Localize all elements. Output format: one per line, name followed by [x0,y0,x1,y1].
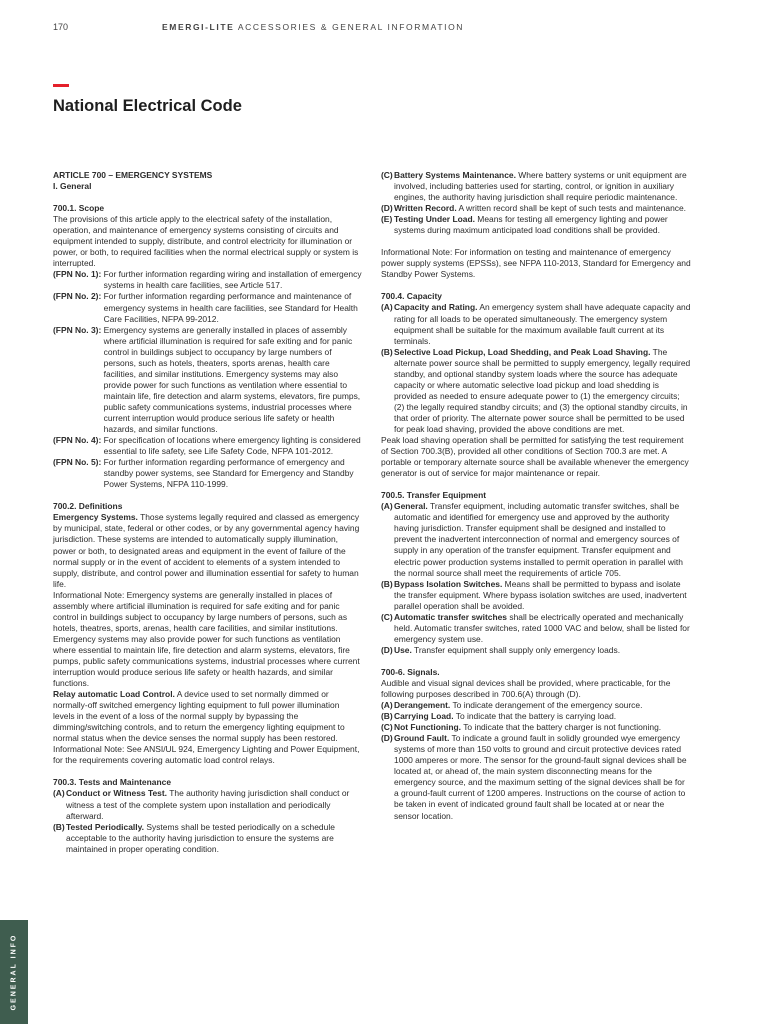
fpn-text: Emergency systems are generally installed in places of assembly where artificial illumination is required for safe exiting and for panic control in buildings subject to occupancy by large numbers of persons, such as hotels, theaters, sports arenas, health care facilities, and similar institutions. Emergency systems may also provide power for such functions as ventilation where essential to maintain life, fire detection and alarm systems, elevators, fire pumps, public safety communications systems, industrial processes where current interruption would produce serious life safety or health hazards, and similar functions. [103,324,361,435]
item-text: An emergency system shall have adequate capacity and rating for all loads to be operated simultaneously. The emergency system equipment shall be suitable for the maximum available fault current at its terminals. [394,302,691,346]
fpn-4 [53,435,363,457]
fpn-label: (FPN No. 2): [53,291,104,302]
list-item [381,501,691,578]
fpn-text: For specification of locations where emergency lighting is considered essential to life safety, see Life Safety Code, NFPA 101-2012. [103,435,361,457]
item-term: General. [394,501,428,512]
fpn-text: For further information regarding performance of emergency and standby power systems, see Standard for Emergency and Standby Power Systems, NFPA 110-1999. [103,457,354,490]
item-label: (A) [381,302,393,313]
section-text-700-1: The provisions of this article apply to the electrical safety of the installation, operation, and maintenance of emergency systems consisting of circuits and equipment intended to supply, distribute, and control electricity for illumination or power, or both, to required facilities when the normal electrical supply or system is interrupted. [53,214,359,269]
fpn-1 [53,269,363,291]
item-label: (C) [381,170,393,180]
informational-note: Informational Note: Emergency systems are generally installed in places of assembly where artificial illumination is required for safe exiting and for panic control in buildings subject to occupancy by large numbers of persons, such as hotels, theatres, sports, arenas, health care facilities, and similar institutions. Emergency systems may also provide power for such functions as ventilation where essential to maintain life, fire detection and alarm systems, elevators, fire pumps, public safety communications systems, industrial processes where current interruption would produce serious life safety or health hazards, and similar functions. [53,589,360,689]
item-term: Testing Under Load. [394,214,475,225]
item-text: To indicate a ground fault in solidly grounded wye emergency systems of more than 150 volts to ground and circuit protective devices rated 1000 amperes or more. The sensor for the ground-fault signal devices shall be located at, or ahead of, the main system disconnecting means for the emergency source, and the maximum setting of the signal devices shall be for a ground-fault current of 1200 amperes. Instructions on the course of action to be taken in event of indicated ground fault shall be located at or near the sensor location. [394,733,687,821]
section-heading-700-6: 700-6. Signals. [381,666,440,677]
brand-name: EMERGI-LITE [162,22,235,32]
item-term: Capacity and Rating. [394,302,478,313]
item-label: (B) [53,821,65,832]
fpn-label: (FPN No. 4): [53,435,104,446]
definition-relay-load-control [53,689,363,744]
item-text: Means for testing all emergency lighting and power systems during maximum anticipated load conditions shall be provided. [394,214,668,236]
fpn-text: For further information regarding wiring and installation of emergency systems in health care facilities, see Article 517. [103,269,362,291]
fpn-2 [53,291,363,324]
section-heading-700-4: 700.4. Capacity [381,291,442,302]
item-text: Systems shall be tested periodically on a schedule acceptable to the authority having jurisdiction to ensure the systems are maintained in proper operating condition. [66,821,335,854]
fpn-label: (FPN No. 3): [53,324,104,335]
item-text: To indicate that the battery is carrying load. [453,711,617,722]
section-heading-700-3: 700.3. Tests and Maintenance [53,777,172,788]
item-label: (C) [381,611,393,622]
fpn-label: (FPN No. 5): [53,457,104,468]
item-label: (D) [381,733,393,744]
item-label: (E) [381,214,393,225]
list-item [381,170,691,203]
definition-term: Relay automatic Load Control. [53,689,175,700]
section-text-700-6: Audible and visual signal devices shall be provided, where practicable, for the following purposes described in 700.6(A) through (D). [381,677,671,700]
item-label: (A) [381,700,393,711]
item-label: (B) [381,578,393,589]
side-tab [0,920,28,1024]
list-item [381,711,691,722]
informational-note: Informational Note: For information on testing and maintenance of emergency power supply systems (EPSSs), see NFPA 110-2013, Standard for Emergency and Standby Power Systems. [381,247,691,280]
section-heading-700-5: 700.5. Transfer Equipment [381,490,487,501]
item-label: (D) [381,644,393,655]
list-item [381,302,691,346]
list-item [381,203,691,214]
item-text: To indicate derangement of the emergency source. [450,700,643,711]
article-heading: ARTICLE 700 – EMERGENCY SYSTEMS [53,170,213,180]
list-item [381,612,691,645]
list-item [381,700,691,711]
header-title [162,22,464,32]
item-text: The authority having jurisdiction shall conduct or witness a test of the complete system upon installation and periodically afterward. [66,788,350,821]
item-term: Tested Periodically. [66,821,144,832]
item-text: Transfer equipment, including automatic transfer switches, shall be automatic and identified for emergency use and approved by the authority having jurisdiction. Transfer equipment shall be designed and installed to prevent the inadvertent interconnection of normal and emergency sources of supply in any operation of the transfer equipment. Transfer equipment and electric power production systems installed to permit operation in parallel with the normal source shall meet the requirements of article 705. [394,501,683,578]
left-column [53,170,363,855]
list-item [381,722,691,733]
list-item [381,733,691,821]
definition-term: Emergency Systems. [53,512,138,523]
definition-text: Those systems legally required and classed as emergency by municipal, state, federal or other codes, or by any governmental agency having jurisdiction. These systems are intended to automatically supply illumination, power or both, to designated areas and equipment in the event of failure of the normal supply or in the event of accident to elements of a system intended to supply, distribute, and control power and illumination essential for safety to human life. [53,512,360,589]
definition-text: A device used to set normally dimmed or normally-off switched emergency lighting equipment to full power illumination levels in the event of a loss of the normal supply by bypassing the dimming/switching controls, and to return the emergency lighting equipment to normal status when the device senses the normal supply has been restored. [53,689,345,744]
fpn-5 [53,457,363,490]
list-item [53,788,363,821]
list-item [381,214,691,236]
item-label: (B) [381,711,393,722]
list-item [381,579,691,612]
section-text-700-4: Peak load shaving operation shall be permitted for satisfying the test requirement of Section 700.3(B), provided all other conditions of Section 700.3 are met. A portable or temporary alternate source shall be available whenever the emergency generator is out of service for major maintenance or repair. [381,435,689,479]
header-section: ACCESSORIES & GENERAL INFORMATION [237,22,465,32]
side-tab-label: GENERAL INFO [10,933,18,1011]
item-term: Derangement. [394,700,451,711]
item-label: (A) [53,788,65,799]
item-term: Battery Systems Maintenance. [394,170,516,180]
item-text: Transfer equipment shall supply only emergency loads. [411,644,621,655]
item-term: Not Functioning. [394,722,462,733]
item-term: Bypass Isolation Switches. [394,578,503,589]
page-number: 170 [53,22,69,32]
fpn-label: (FPN No. 1): [53,269,104,280]
fpn-text: For further information regarding performance and maintenance of emergency systems in health care facilities, see Standard for Health Care Facilities, NFPA 99-2012. [103,291,358,324]
item-label: (C) [381,722,393,733]
item-text: Means shall be permitted to bypass and isolate the transfer equipment. Where bypass isolation switches are used, inadvertent parallel operation shall be avoided. [394,578,687,611]
item-label: (B) [381,346,393,357]
informational-note: Informational Note: See ANSI/UL 924, Emergency Lighting and Power Equipment, for the requirements covering automatic load control relays. [53,744,360,766]
item-text: To indicate that the battery charger is not functioning. [461,722,662,733]
item-label: (D) [381,203,393,214]
item-term: Carrying Load. [394,711,454,722]
item-text: shall be electrically operated and mechanically held. Automatic transfer switches, rated 1000 VAC and below, shall be listed for emergency system use. [394,611,690,644]
list-item [53,822,363,855]
section-heading-700-2: 700.2. Definitions [53,501,123,512]
page-title: National Electrical Code [53,97,242,115]
item-term: Ground Fault. [394,733,450,744]
list-item [381,645,691,656]
item-label: (A) [381,501,393,512]
item-text: A written record shall be kept of such tests and maintenance. [456,203,687,214]
definition-emergency-systems [53,512,363,589]
item-text: The alternate power source shall be permitted to supply emergency, legally required standby, and optional standby system loads where the source has adequate capacity or where automatic selective load pickup and load shedding is provided as needed to ensure adequate power to (1) the emergency circuits; (2) the legally required standby circuits; and (3) the optional standby circuits, in that order of priority. The alternate power source shall be permitted to be used for peak load shaving, provided the above conditions are met. [394,346,691,434]
item-term: Use. [394,644,412,655]
item-term: Written Record. [394,203,457,214]
title-accent-bar [53,84,69,87]
item-term: Automatic transfer switches [394,611,507,622]
part-heading: I. General [53,181,92,192]
fpn-3 [53,325,363,435]
list-item [381,347,691,435]
item-term: Selective Load Pickup, Load Shedding, and Peak Load Shaving. [394,346,651,357]
item-term: Conduct or Witness Test. [66,788,168,799]
right-column [381,170,691,822]
section-heading-700-1: 700.1. Scope [53,203,105,214]
item-text: Where battery systems or unit equipment are involved, including batteries used for starting, control, or ignition in auxiliary engines, the authority having jurisdiction shall require periodic maintenance. [394,170,687,203]
